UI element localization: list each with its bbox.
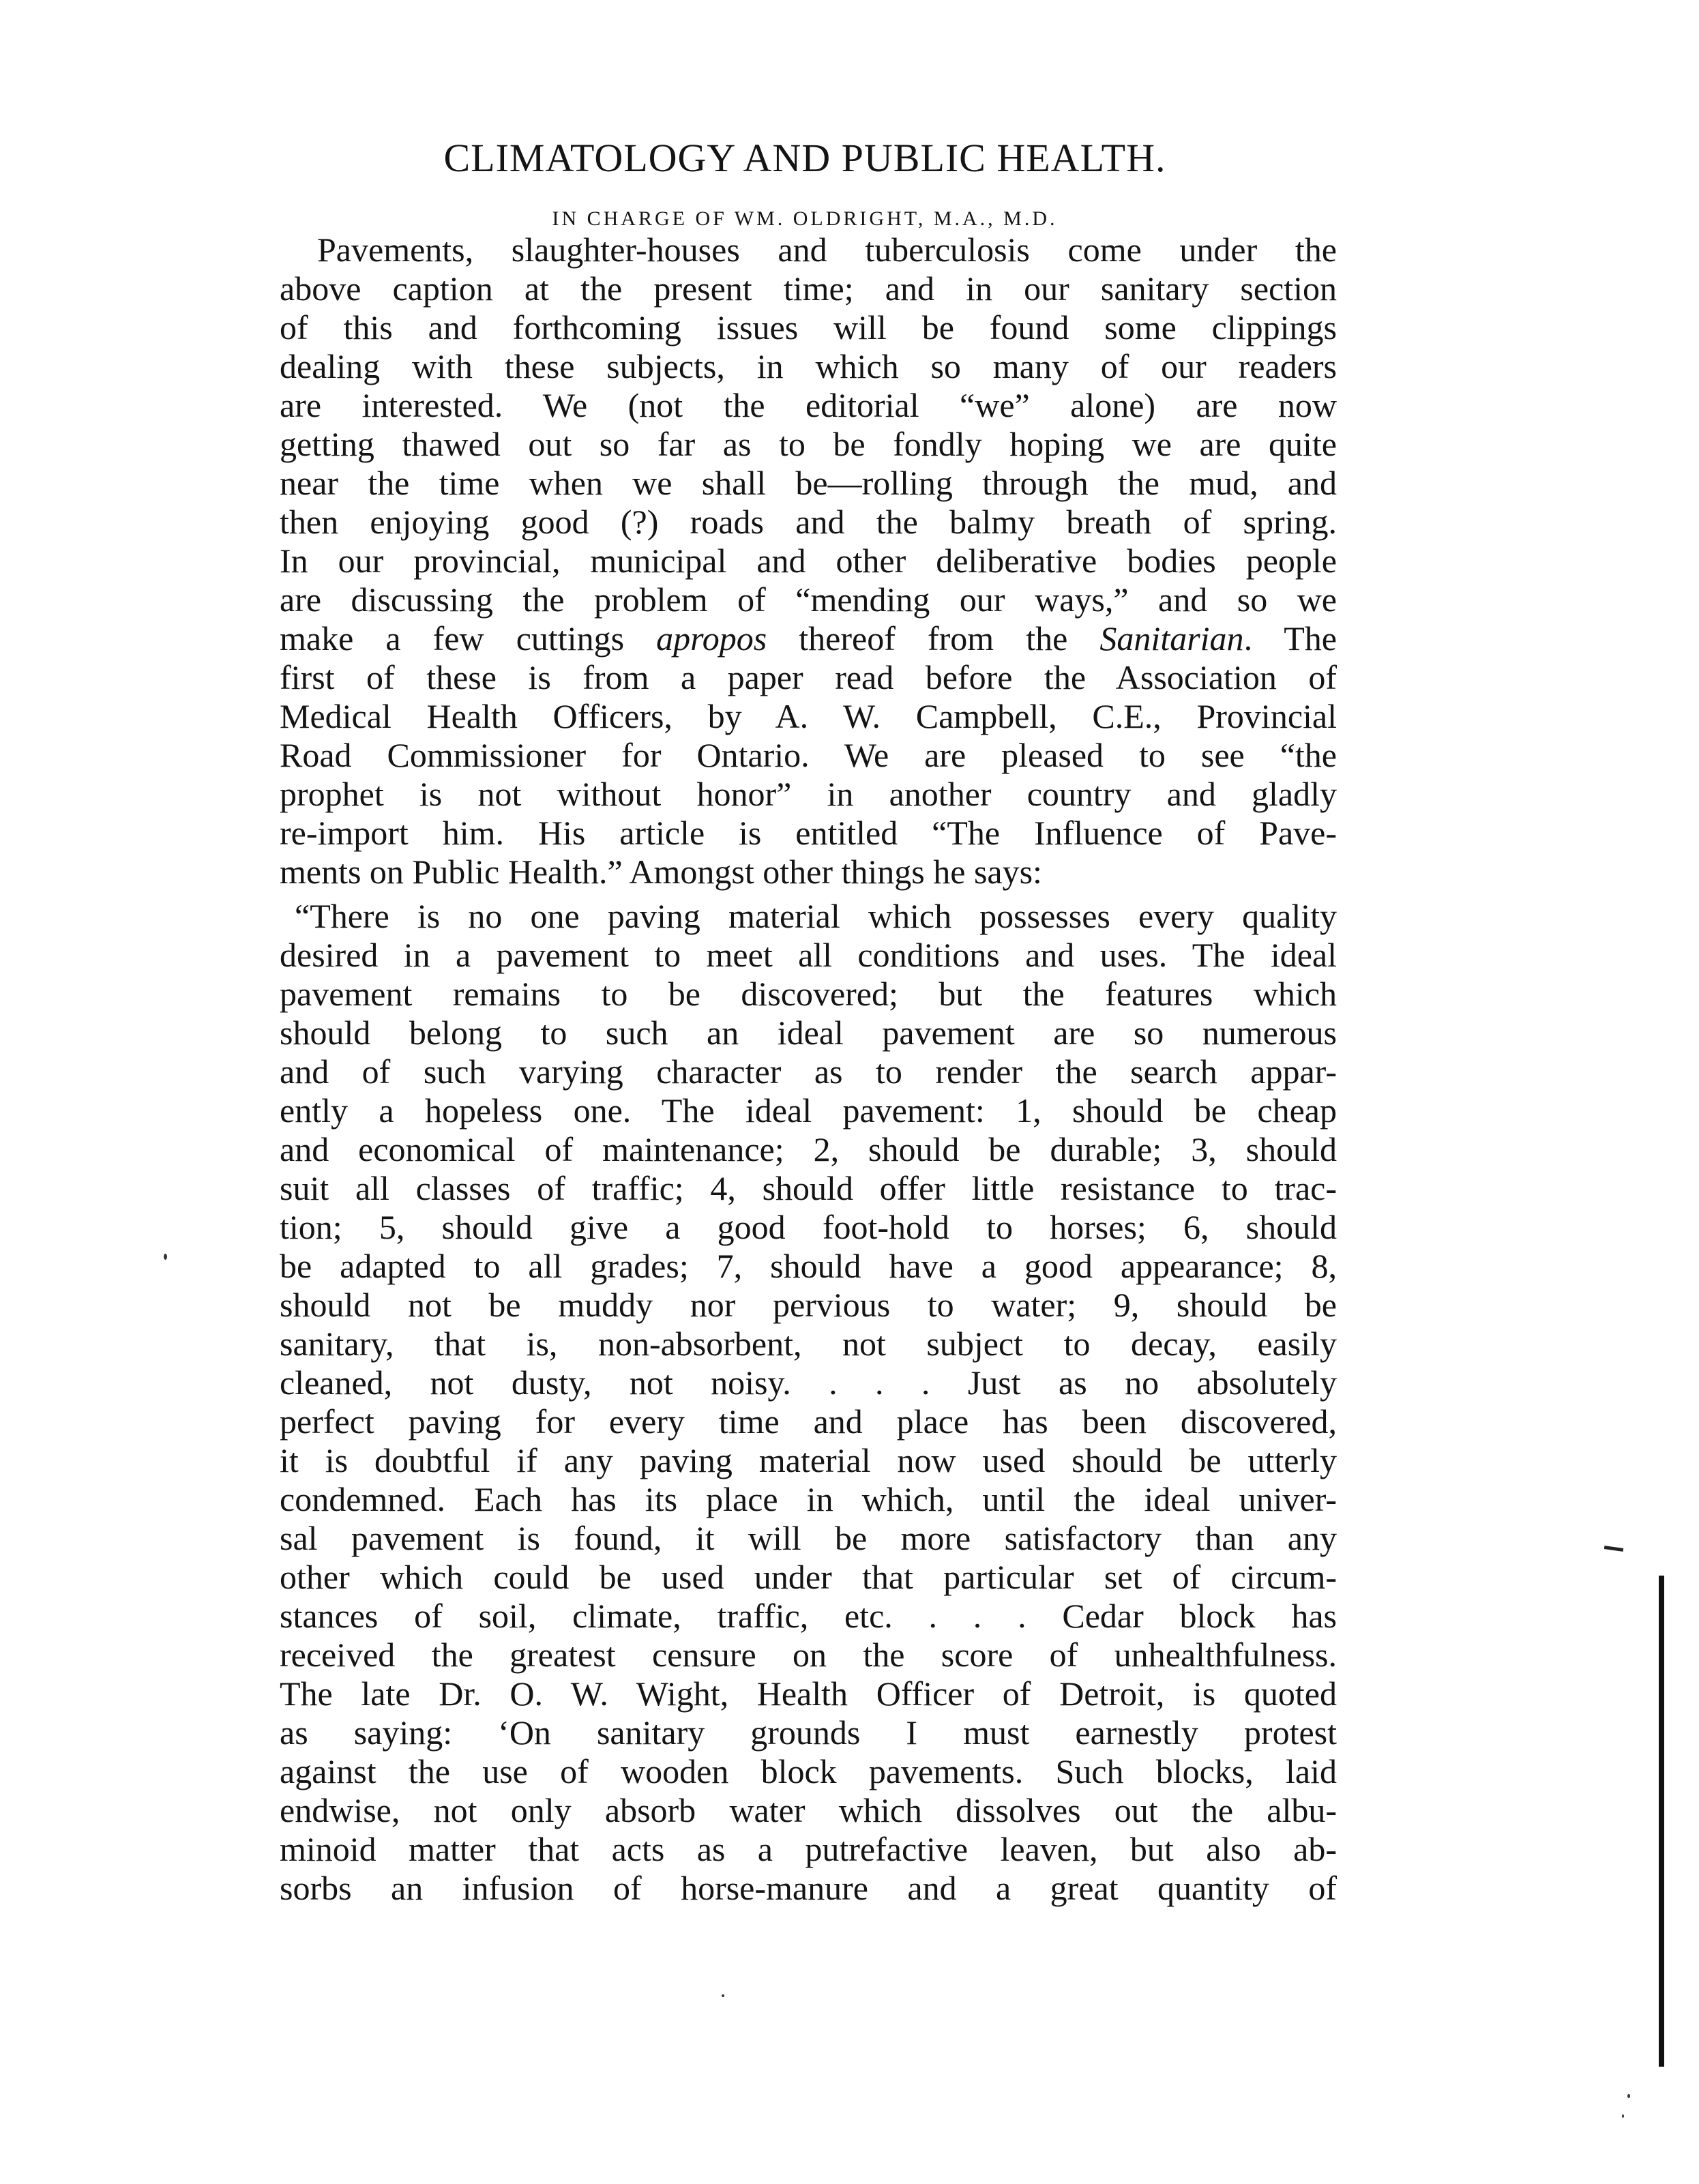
text-line: cleaned, not dusty, not noisy. . . . Just as no absolutely — [280, 1363, 1337, 1402]
text-line: above caption at the present time; and in our sanitary section — [280, 269, 1337, 308]
text-line: Pavements, slaughter-houses and tuberculosis come under the — [317, 231, 1337, 269]
text-line: suit all classes of traffic; 4, should offer little resistance to trac- — [280, 1169, 1337, 1207]
text-line: getting thawed out so far as to be fondly hoping we are quite — [280, 425, 1337, 463]
text-line: “There is no one paving material which possesses every quality — [295, 897, 1337, 935]
text-line: re-import him. His article is entitled “The Influence of Pave- — [280, 814, 1337, 852]
text-line: should not be muddy nor pervious to water; 9, should be — [280, 1286, 1337, 1324]
text-line: Road Commissioner for Ontario. We are pleased to see “the — [280, 736, 1337, 774]
text-line: tion; 5, should give a good foot-hold to horses; 6, should — [280, 1208, 1337, 1246]
text-line: and economical of maintenance; 2, should be durable; 3, should — [280, 1130, 1337, 1168]
text-line: as saying: ‘On sanitary grounds I must earnestly protest — [280, 1713, 1337, 1752]
text-line: Medical Health Officers, by A. W. Campbell, C.E., Provincial — [280, 697, 1337, 735]
scan-speck — [164, 1254, 167, 1260]
scan-speck — [1622, 2114, 1624, 2118]
text-line: then enjoying good (?) roads and the balmy breath of spring. — [280, 503, 1337, 541]
text-line: dealing with these subjects, in which so many of our readers — [280, 347, 1337, 385]
text-line: desired in a pavement to meet all conditions and uses. The ideal — [280, 936, 1337, 974]
text-line: sanitary, that is, non-absorbent, not subject to decay, easily — [280, 1325, 1337, 1363]
scan-mark — [1604, 1546, 1623, 1552]
text-line: perfect paving for every time and place has been discovered, — [280, 1402, 1337, 1441]
text-line: be adapted to all grades; 7, should have a good appearance; 8, — [280, 1247, 1337, 1285]
text-line: other which could be used under that particular set of circum- — [280, 1558, 1337, 1596]
text-line: it is doubtful if any paving material now used should be utterly — [280, 1441, 1337, 1479]
text-line: ently a hopeless one. The ideal pavement: 1, should be cheap — [280, 1091, 1337, 1130]
text-line: prophet is not without honor” in another country and gladly — [280, 775, 1337, 813]
text-line: make a few cuttings apropos thereof from the Sanitarian. The — [280, 619, 1337, 658]
text-line: endwise, not only absorb water which dissolves out the albu- — [280, 1791, 1337, 1829]
section-title: CLIMATOLOGY AND PUBLIC HEALTH. — [443, 136, 1166, 180]
text-line: near the time when we shall be—rolling through the mud, and — [280, 464, 1337, 502]
paragraph-gap — [280, 891, 1337, 897]
scan-speck — [722, 1994, 724, 1997]
editor-byline: IN CHARGE OF WM. OLDRIGHT, M.A., M.D. — [552, 207, 1058, 230]
text-line: stances of soil, climate, traffic, etc. . . . Cedar block has — [280, 1597, 1337, 1635]
text-line: pavement remains to be discovered; but the features which — [280, 975, 1337, 1013]
scan-speck — [1627, 2094, 1630, 2098]
article-body — [280, 231, 1337, 1908]
text-line: sal pavement is found, it will be more satisfactory than any — [280, 1519, 1337, 1557]
text-line: minoid matter that acts as a putrefactive leaven, but also ab- — [280, 1830, 1337, 1868]
scan-edge-bar — [1659, 1576, 1664, 2067]
text-line: In our provincial, municipal and other deliberative bodies people — [280, 542, 1337, 580]
text-line: condemned. Each has its place in which, until the ideal univer- — [280, 1480, 1337, 1518]
text-line: and of such varying character as to render the search appar- — [280, 1052, 1337, 1091]
text-line: are discussing the problem of “mending our ways,” and so we — [280, 580, 1337, 619]
paragraph-quotation — [280, 897, 1337, 1908]
text-line: received the greatest censure on the score of unhealthfulness. — [280, 1636, 1337, 1674]
text-line: ments on Public Health.” Amongst other things he says: — [280, 853, 1042, 891]
text-line: against the use of wooden block pavements. Such blocks, laid — [280, 1752, 1337, 1790]
paragraph-intro — [280, 231, 1337, 891]
text-line: The late Dr. O. W. Wight, Health Officer of Detroit, is quoted — [280, 1674, 1337, 1713]
text-line: should belong to such an ideal pavement are so numerous — [280, 1014, 1337, 1052]
text-line: sorbs an infusion of horse-manure and a great quantity of — [280, 1869, 1337, 1907]
text-line: first of these is from a paper read before the Association of — [280, 658, 1337, 696]
text-line: are interested. We (not the editorial “we” alone) are now — [280, 386, 1337, 424]
text-line: of this and forthcoming issues will be found some clippings — [280, 308, 1337, 346]
